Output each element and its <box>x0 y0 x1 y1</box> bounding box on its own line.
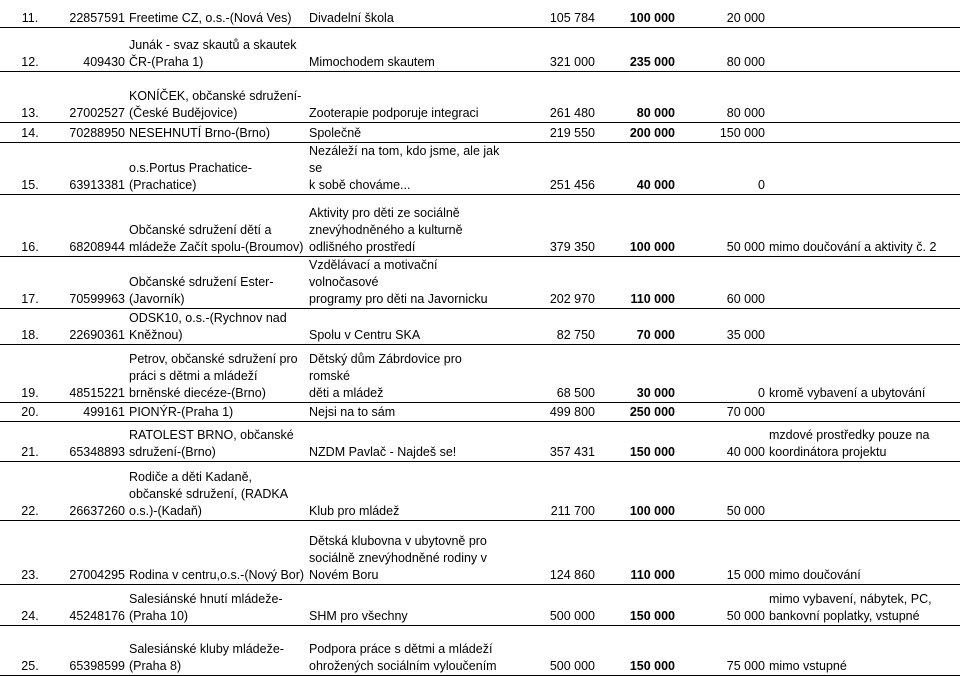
cell-reg-id: 27002527 <box>60 71 127 122</box>
cell-organization: Petrov, občanské sdružení pro práci s dětmi a mládeží brněnské diecéze-(Brno) <box>127 344 307 402</box>
cell-row-number: 13. <box>0 71 60 122</box>
cell-project: Vzdělávací a motivační volnočasové programy pro děti na Javornicku <box>307 256 507 308</box>
cell-granted: 80 000 <box>597 71 677 122</box>
cell-requested: 500 000 <box>507 584 597 625</box>
cell-reg-id: 63913381 <box>60 142 127 194</box>
cell-organization: KONÍČEK, občanské sdružení- (České Budějovice) <box>127 71 307 122</box>
cell-row-number: 22. <box>0 461 60 520</box>
cell-note <box>767 461 960 520</box>
cell-note <box>767 27 960 71</box>
cell-reg-id: 65348893 <box>60 421 127 461</box>
cell-organization: ODSK10, o.s.-(Rychnov nad Kněžnou) <box>127 308 307 344</box>
cell-note <box>767 142 960 194</box>
cell-organization: o.s.Portus Prachatice- (Prachatice) <box>127 142 307 194</box>
cell-granted: 250 000 <box>597 402 677 421</box>
cell-row-number: 12. <box>0 27 60 71</box>
cell-project: NZDM Pavlač - Najdeš se! <box>307 421 507 461</box>
cell-project: Nejsi na to sám <box>307 402 507 421</box>
cell-reg-id: 70288950 <box>60 122 127 142</box>
cell-project: SHM pro všechny <box>307 584 507 625</box>
cell-granted: 30 000 <box>597 344 677 402</box>
cell-reg-id: 26637260 <box>60 461 127 520</box>
cell-reg-id: 409430 <box>60 27 127 71</box>
cell-granted: 110 000 <box>597 256 677 308</box>
cell-granted: 150 000 <box>597 625 677 675</box>
cell-requested: 357 431 <box>507 421 597 461</box>
cell-note <box>767 402 960 421</box>
cell-other-amount: 60 000 <box>677 256 767 308</box>
cell-granted: 40 000 <box>597 142 677 194</box>
cell-row-number: 17. <box>0 256 60 308</box>
cell-requested: 202 970 <box>507 256 597 308</box>
cell-note <box>767 122 960 142</box>
cell-other-amount: 150 000 <box>677 122 767 142</box>
cell-project: Dětská klubovna v ubytovně pro sociálně znevýhodněné rodiny v Novém Boru <box>307 520 507 584</box>
cell-project: Klub pro mládež <box>307 461 507 520</box>
cell-requested: 211 700 <box>507 461 597 520</box>
cell-row-number: 20. <box>0 402 60 421</box>
cell-organization: Freetime CZ, o.s.-(Nová Ves) <box>127 0 307 27</box>
cell-note: mimo doučování a aktivity č. 2 <box>767 194 960 256</box>
cell-reg-id: 68208944 <box>60 194 127 256</box>
table-row <box>0 461 960 520</box>
cell-organization: Salesiánské hnutí mládeže- (Praha 10) <box>127 584 307 625</box>
cell-other-amount: 35 000 <box>677 308 767 344</box>
cell-other-amount: 0 <box>677 142 767 194</box>
table-row <box>0 71 960 122</box>
cell-other-amount: 80 000 <box>677 27 767 71</box>
cell-requested: 251 456 <box>507 142 597 194</box>
cell-reg-id: 22857591 <box>60 0 127 27</box>
table-row <box>0 122 960 142</box>
cell-reg-id: 499161 <box>60 402 127 421</box>
cell-project: Dětský dům Zábrdovice pro romské děti a mládež <box>307 344 507 402</box>
cell-granted: 110 000 <box>597 520 677 584</box>
cell-row-number: 24. <box>0 584 60 625</box>
cell-row-number: 14. <box>0 122 60 142</box>
cell-organization: Občanské sdružení Ester- (Javorník) <box>127 256 307 308</box>
table-row <box>0 421 960 461</box>
cell-other-amount: 50 000 <box>677 461 767 520</box>
cell-row-number: 25. <box>0 625 60 675</box>
cell-requested: 379 350 <box>507 194 597 256</box>
cell-granted: 150 000 <box>597 584 677 625</box>
cell-requested: 219 550 <box>507 122 597 142</box>
cell-note: mimo vstupné <box>767 625 960 675</box>
cell-requested: 321 000 <box>507 27 597 71</box>
table-row <box>0 625 960 675</box>
cell-organization: NESEHNUTÍ Brno-(Brno) <box>127 122 307 142</box>
cell-project: Podpora práce s dětmi a mládeží ohrožených sociálním vyloučením <box>307 625 507 675</box>
cell-organization: Salesiánské kluby mládeže- (Praha 8) <box>127 625 307 675</box>
table-row <box>0 402 960 421</box>
cell-requested: 261 480 <box>507 71 597 122</box>
cell-other-amount: 70 000 <box>677 402 767 421</box>
cell-note: kromě vybavení a ubytování <box>767 344 960 402</box>
table-row <box>0 520 960 584</box>
cell-other-amount: 0 <box>677 344 767 402</box>
table-row <box>0 27 960 71</box>
cell-project: Divadelní škola <box>307 0 507 27</box>
cell-requested: 500 000 <box>507 625 597 675</box>
cell-row-number: 18. <box>0 308 60 344</box>
cell-requested: 499 800 <box>507 402 597 421</box>
cell-other-amount: 20 000 <box>677 0 767 27</box>
cell-note: mimo vybavení, nábytek, PC, bankovní poplatky, vstupné <box>767 584 960 625</box>
cell-other-amount: 75 000 <box>677 625 767 675</box>
cell-granted: 150 000 <box>597 421 677 461</box>
cell-granted: 100 000 <box>597 461 677 520</box>
cell-row-number: 11. <box>0 0 60 27</box>
cell-organization: PIONÝR-(Praha 1) <box>127 402 307 421</box>
cell-note: mimo doučování <box>767 520 960 584</box>
cell-project: Aktivity pro děti ze sociálně znevýhodněného a kulturně odlišného prostředí <box>307 194 507 256</box>
table-row <box>0 0 960 27</box>
cell-requested: 105 784 <box>507 0 597 27</box>
cell-note <box>767 308 960 344</box>
cell-requested: 82 750 <box>507 308 597 344</box>
cell-reg-id: 70599963 <box>60 256 127 308</box>
cell-granted: 100 000 <box>597 194 677 256</box>
cell-granted: 100 000 <box>597 0 677 27</box>
cell-other-amount: 15 000 <box>677 520 767 584</box>
cell-row-number: 15. <box>0 142 60 194</box>
cell-note <box>767 256 960 308</box>
cell-row-number: 16. <box>0 194 60 256</box>
table-row <box>0 344 960 402</box>
cell-reg-id: 65398599 <box>60 625 127 675</box>
table-row <box>0 142 960 194</box>
cell-granted: 235 000 <box>597 27 677 71</box>
cell-note <box>767 71 960 122</box>
cell-other-amount: 50 000 <box>677 584 767 625</box>
table-row <box>0 256 960 308</box>
cell-requested: 68 500 <box>507 344 597 402</box>
cell-project: Spolu v Centru SKA <box>307 308 507 344</box>
cell-project: Mimochodem skautem <box>307 27 507 71</box>
table-row <box>0 308 960 344</box>
cell-reg-id: 48515221 <box>60 344 127 402</box>
cell-other-amount: 80 000 <box>677 71 767 122</box>
cell-organization: Rodina v centru,o.s.-(Nový Bor) <box>127 520 307 584</box>
cell-project: Zooterapie podporuje integraci <box>307 71 507 122</box>
cell-row-number: 21. <box>0 421 60 461</box>
table-row <box>0 194 960 256</box>
cell-organization: Junák - svaz skautů a skautek ČR-(Praha 1) <box>127 27 307 71</box>
cell-requested: 124 860 <box>507 520 597 584</box>
cell-row-number: 23. <box>0 520 60 584</box>
cell-granted: 200 000 <box>597 122 677 142</box>
cell-reg-id: 27004295 <box>60 520 127 584</box>
table-row <box>0 584 960 625</box>
cell-granted: 70 000 <box>597 308 677 344</box>
cell-other-amount: 50 000 <box>677 194 767 256</box>
cell-project: Společně <box>307 122 507 142</box>
cell-note <box>767 0 960 27</box>
cell-reg-id: 22690361 <box>60 308 127 344</box>
cell-other-amount: 40 000 <box>677 421 767 461</box>
cell-organization: Občanské sdružení dětí a mládeže Začít spolu-(Broumov) <box>127 194 307 256</box>
cell-project: Nezáleží na tom, kdo jsme, ale jak se k sobě chováme... <box>307 142 507 194</box>
cell-note: mzdové prostředky pouze na koordinátora projektu <box>767 421 960 461</box>
cell-organization: Rodiče a děti Kadaně, občanské sdružení, (RADKA o.s.)-(Kadaň) <box>127 461 307 520</box>
cell-reg-id: 45248176 <box>60 584 127 625</box>
cell-row-number: 19. <box>0 344 60 402</box>
cell-organization: RATOLEST BRNO, občanské sdružení-(Brno) <box>127 421 307 461</box>
